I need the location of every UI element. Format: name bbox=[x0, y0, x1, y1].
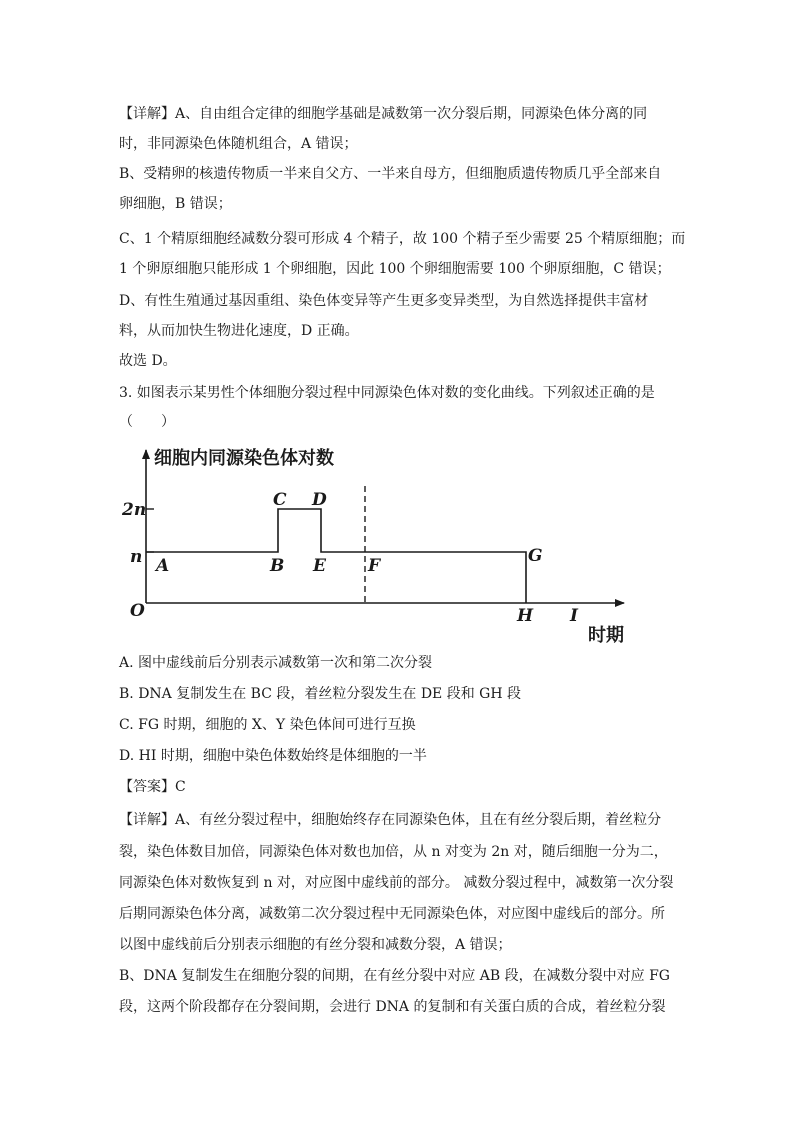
point-label-h: H bbox=[517, 606, 534, 626]
point-label-d: D bbox=[312, 490, 327, 510]
origin-label: O bbox=[130, 601, 145, 621]
paragraph-line: 【详解】A、自由组合定律的细胞学基础是减数第一次分裂后期，同源染色体分离的同 bbox=[119, 106, 648, 122]
paragraph-line: D、有性生殖通过基因重组、染色体变异等产生更多变异类型，为自然选择提供丰富材 bbox=[119, 293, 649, 309]
point-label-a: A bbox=[156, 556, 170, 576]
paragraph-line: C、1 个精原细胞经减数分裂可形成 4 个精子，故 100 个精子至少需要 25 个精原细胞；而 bbox=[119, 231, 686, 247]
question-stem: 3. 如图表示某男性个体细胞分裂过程中同源染色体对数的变化曲线。下列叙述正确的是 bbox=[119, 385, 655, 401]
option-a: A. 图中虚线前后分别表示减数第一次和第二次分裂 bbox=[119, 655, 433, 671]
option-b: B. DNA 复制发生在 BC 段，着丝粒分裂发生在 DE 段和 GH 段 bbox=[119, 686, 522, 702]
paragraph-line: 料，从而加快生物进化速度，D 正确。 bbox=[119, 323, 359, 339]
answer-line: 【答案】C bbox=[119, 779, 186, 795]
point-label-e: E bbox=[313, 556, 326, 576]
paragraph-line: 时，非同源染色体随机组合，A 错误； bbox=[119, 136, 358, 152]
point-label-g: G bbox=[528, 546, 543, 566]
step-curve bbox=[146, 509, 526, 603]
explanation-line: 段，这两个阶段都存在分裂间期，会进行 DNA 的复制和有关蛋白质的合成，着丝粒分裂 bbox=[119, 999, 666, 1015]
explanation-line: 以图中虚线前后分别表示细胞的有丝分裂和减数分裂，A 错误； bbox=[119, 937, 512, 953]
point-label-c: C bbox=[273, 490, 287, 510]
option-c: C. FG 时期，细胞的 X、Y 染色体间可进行互换 bbox=[119, 717, 416, 733]
paragraph-line: 1 个卵原细胞只能形成 1 个卵细胞，因此 100 个卵细胞需要 100 个卵原细胞，C 错误； bbox=[119, 261, 671, 277]
explanation-line: 裂，染色体数目加倍，同源染色体对数也加倍，从 n 对变为 2n 对，随后细胞一分为二， bbox=[119, 844, 668, 860]
y-tick-label-2n: 2n bbox=[122, 500, 147, 520]
x-axis-title: 时期 bbox=[588, 625, 624, 646]
question-blank: （ ） bbox=[119, 414, 175, 430]
y-tick-label-n: n bbox=[130, 547, 143, 567]
explanation-line: 同源染色体对数恢复到 n 对，对应图中虚线前的部分。 减数分裂过程中，减数第一次分裂 bbox=[119, 875, 674, 891]
point-label-i: I bbox=[570, 606, 578, 626]
paragraph-line: 故选 D。 bbox=[119, 353, 177, 369]
homologous-pairs-diagram bbox=[110, 438, 640, 650]
y-axis-title: 细胞内同源染色体对数 bbox=[154, 448, 334, 469]
point-label-b: B bbox=[270, 556, 285, 576]
paragraph-line: 卵细胞，B 错误； bbox=[119, 196, 232, 212]
option-d: D. HI 时期，细胞中染色体数始终是体细胞的一半 bbox=[119, 748, 427, 764]
point-label-f: F bbox=[368, 556, 381, 576]
paragraph-line: B、受精卵的核遗传物质一半来自父方、一半来自母方，但细胞质遗传物质几乎全部来自 bbox=[119, 166, 662, 182]
explanation-line: 后期同源染色体分离，减数第二次分裂过程中无同源染色体，对应图中虚线后的部分。所 bbox=[119, 906, 665, 922]
explanation-line: 【详解】A、有丝分裂过程中，细胞始终存在同源染色体，且在有丝分裂后期，着丝粒分 bbox=[119, 812, 662, 828]
explanation-line: B、DNA 复制发生在细胞分裂的间期，在有丝分裂中对应 AB 段，在减数分裂中对应 FG bbox=[119, 968, 670, 984]
